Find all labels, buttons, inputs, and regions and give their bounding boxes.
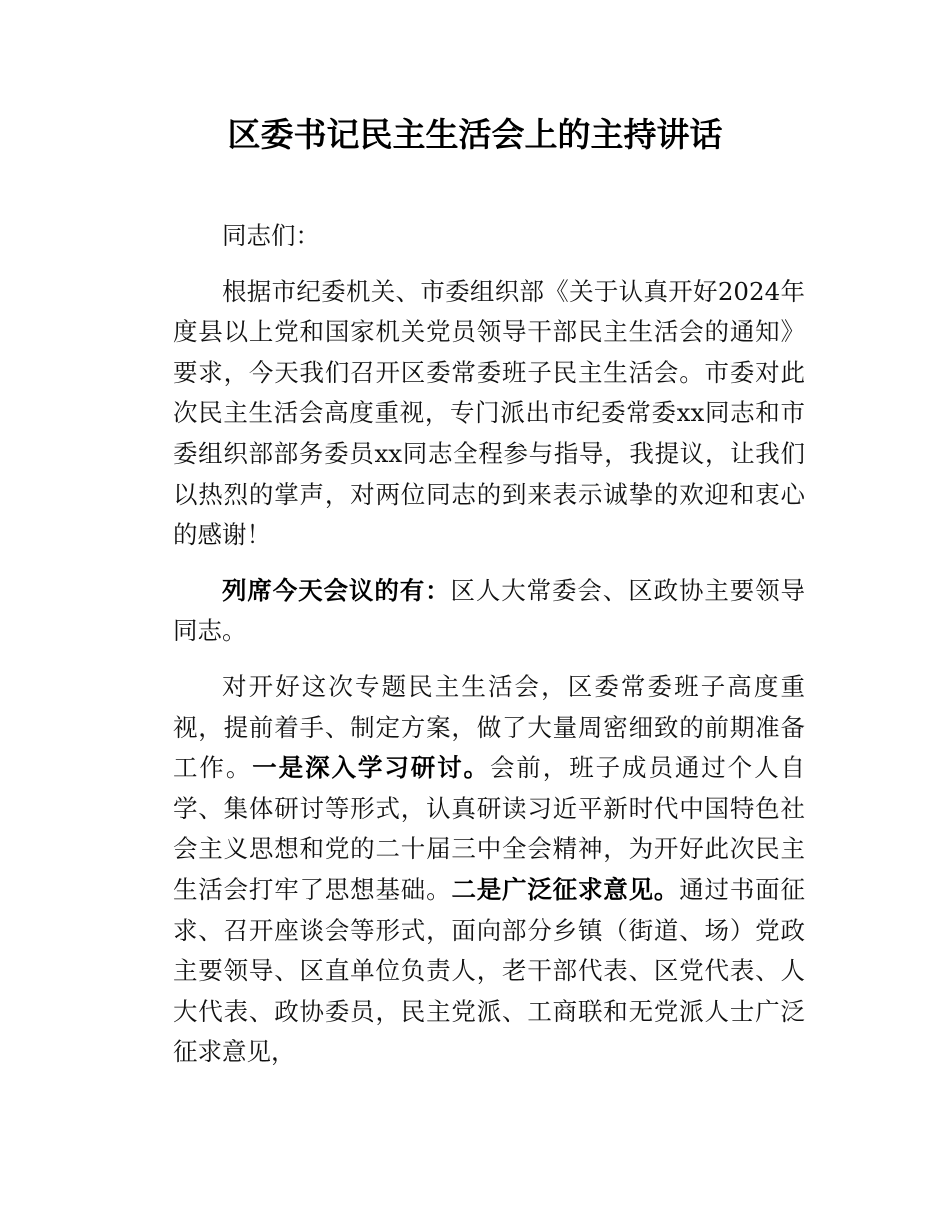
preparation-intro: 对开好这次专题民主生活会，区委常委班子高度重视，提前着手、制定方案，做了大量周密细致的前期准备工作。 — [173, 671, 805, 783]
attendees-text: 区人大常委会、区政协主要领导同志。 — [173, 575, 806, 646]
greeting: 同志们： — [222, 221, 320, 250]
point-2-text: 通过书面征求、召开座谈会等形式，面向部分乡镇（街道、场）党政主要领导、区直单位负责人，老干部代表、区党代表、人大代表、政协委员，民主党派、工商联和无党派人士广泛征求意见， — [173, 874, 805, 1067]
point-1-heading: 一是深入学习研讨。 — [252, 753, 490, 783]
paragraph-3 — [173, 667, 805, 1073]
paragraph-1: 根据市纪委机关、市委组织部《关于认真开好2024年度县以上党和国家机关党员领导干部民主生活会的通知》要求，今天我们召开区委常委班子民主生活会。市委对此次民主生活会高度重视，专门派出市纪委常委xx同志和市委组织部部务委员xx同志全程参与指导，我提议，让我们以热烈的掌声，对两位同志的到来表示诚挚的欢迎和衷心的感谢！ — [173, 276, 805, 550]
document-body — [173, 216, 805, 1073]
point-2-heading: 二是广泛征求意见。 — [451, 874, 680, 904]
point-1-text: 会前，班子成员通过个人自学、集体研讨等形式，认真研读习近平新时代中国特色社会主义思想和党的二十届三中全会精神，为开好此次民主生活会打牢了思想基础。 — [173, 753, 806, 904]
paragraph-2 — [173, 571, 805, 652]
document-title: 区委书记民主生活会上的主持讲话 — [227, 115, 723, 154]
attendees-lead: 列席今天会议的有： — [222, 575, 451, 605]
